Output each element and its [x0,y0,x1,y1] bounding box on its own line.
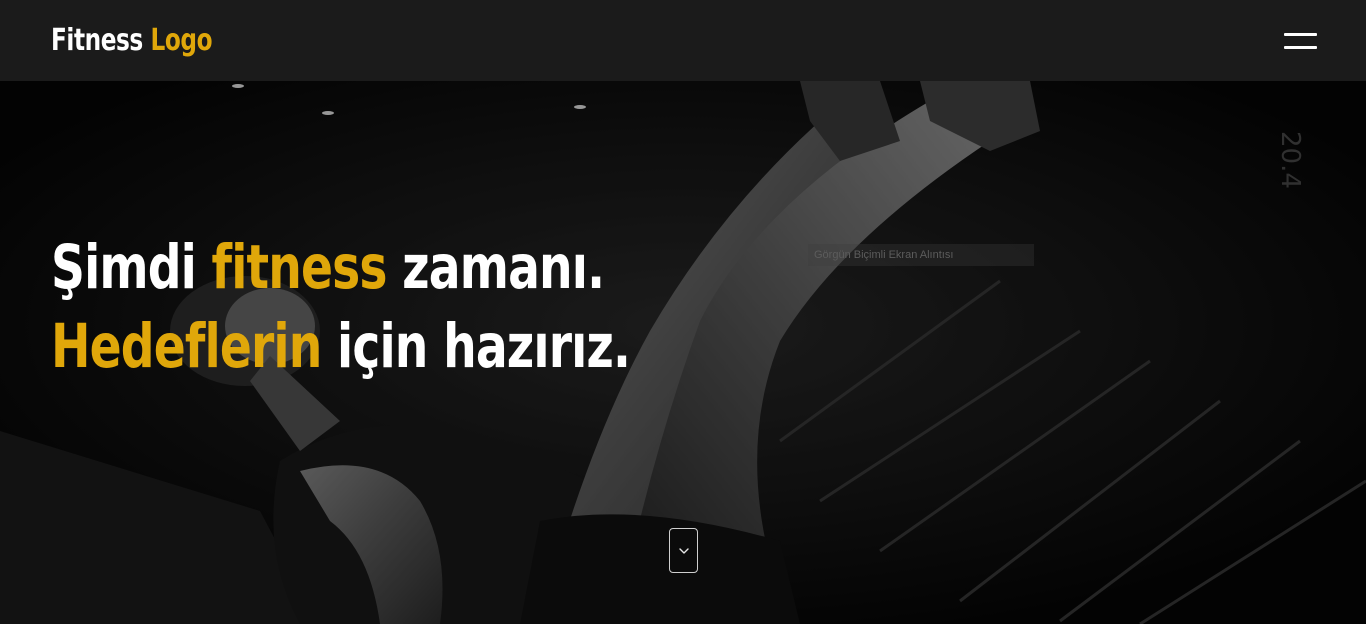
menu-bar-top [1284,33,1317,36]
screenshot-tooltip: Görgün Biçimli Ekran Alıntısı [808,244,1034,266]
logo-text: Fitness [51,22,143,58]
menu-bar-bottom [1284,46,1317,49]
hero-headline [51,228,630,387]
hamburger-menu-icon[interactable] [1284,32,1317,50]
chevron-down-icon [679,548,689,554]
headline-line-2 [51,307,630,386]
logo-accent-text: Logo [150,22,213,58]
headline-word-simdi: Şimdi [51,232,196,303]
headline-line-1 [51,228,630,307]
headline-highlight-hedeflerin: Hedeflerin [51,311,322,383]
hero-section [0,81,1366,624]
headline-word-icin-haziriz: için hazırız. [337,311,631,383]
headline-highlight-fitness: fitness [211,232,387,303]
scroll-down-button[interactable] [669,528,698,573]
headline-word-zamani: zamanı. [402,232,605,303]
navbar [0,0,1366,81]
site-logo[interactable] [51,22,213,58]
